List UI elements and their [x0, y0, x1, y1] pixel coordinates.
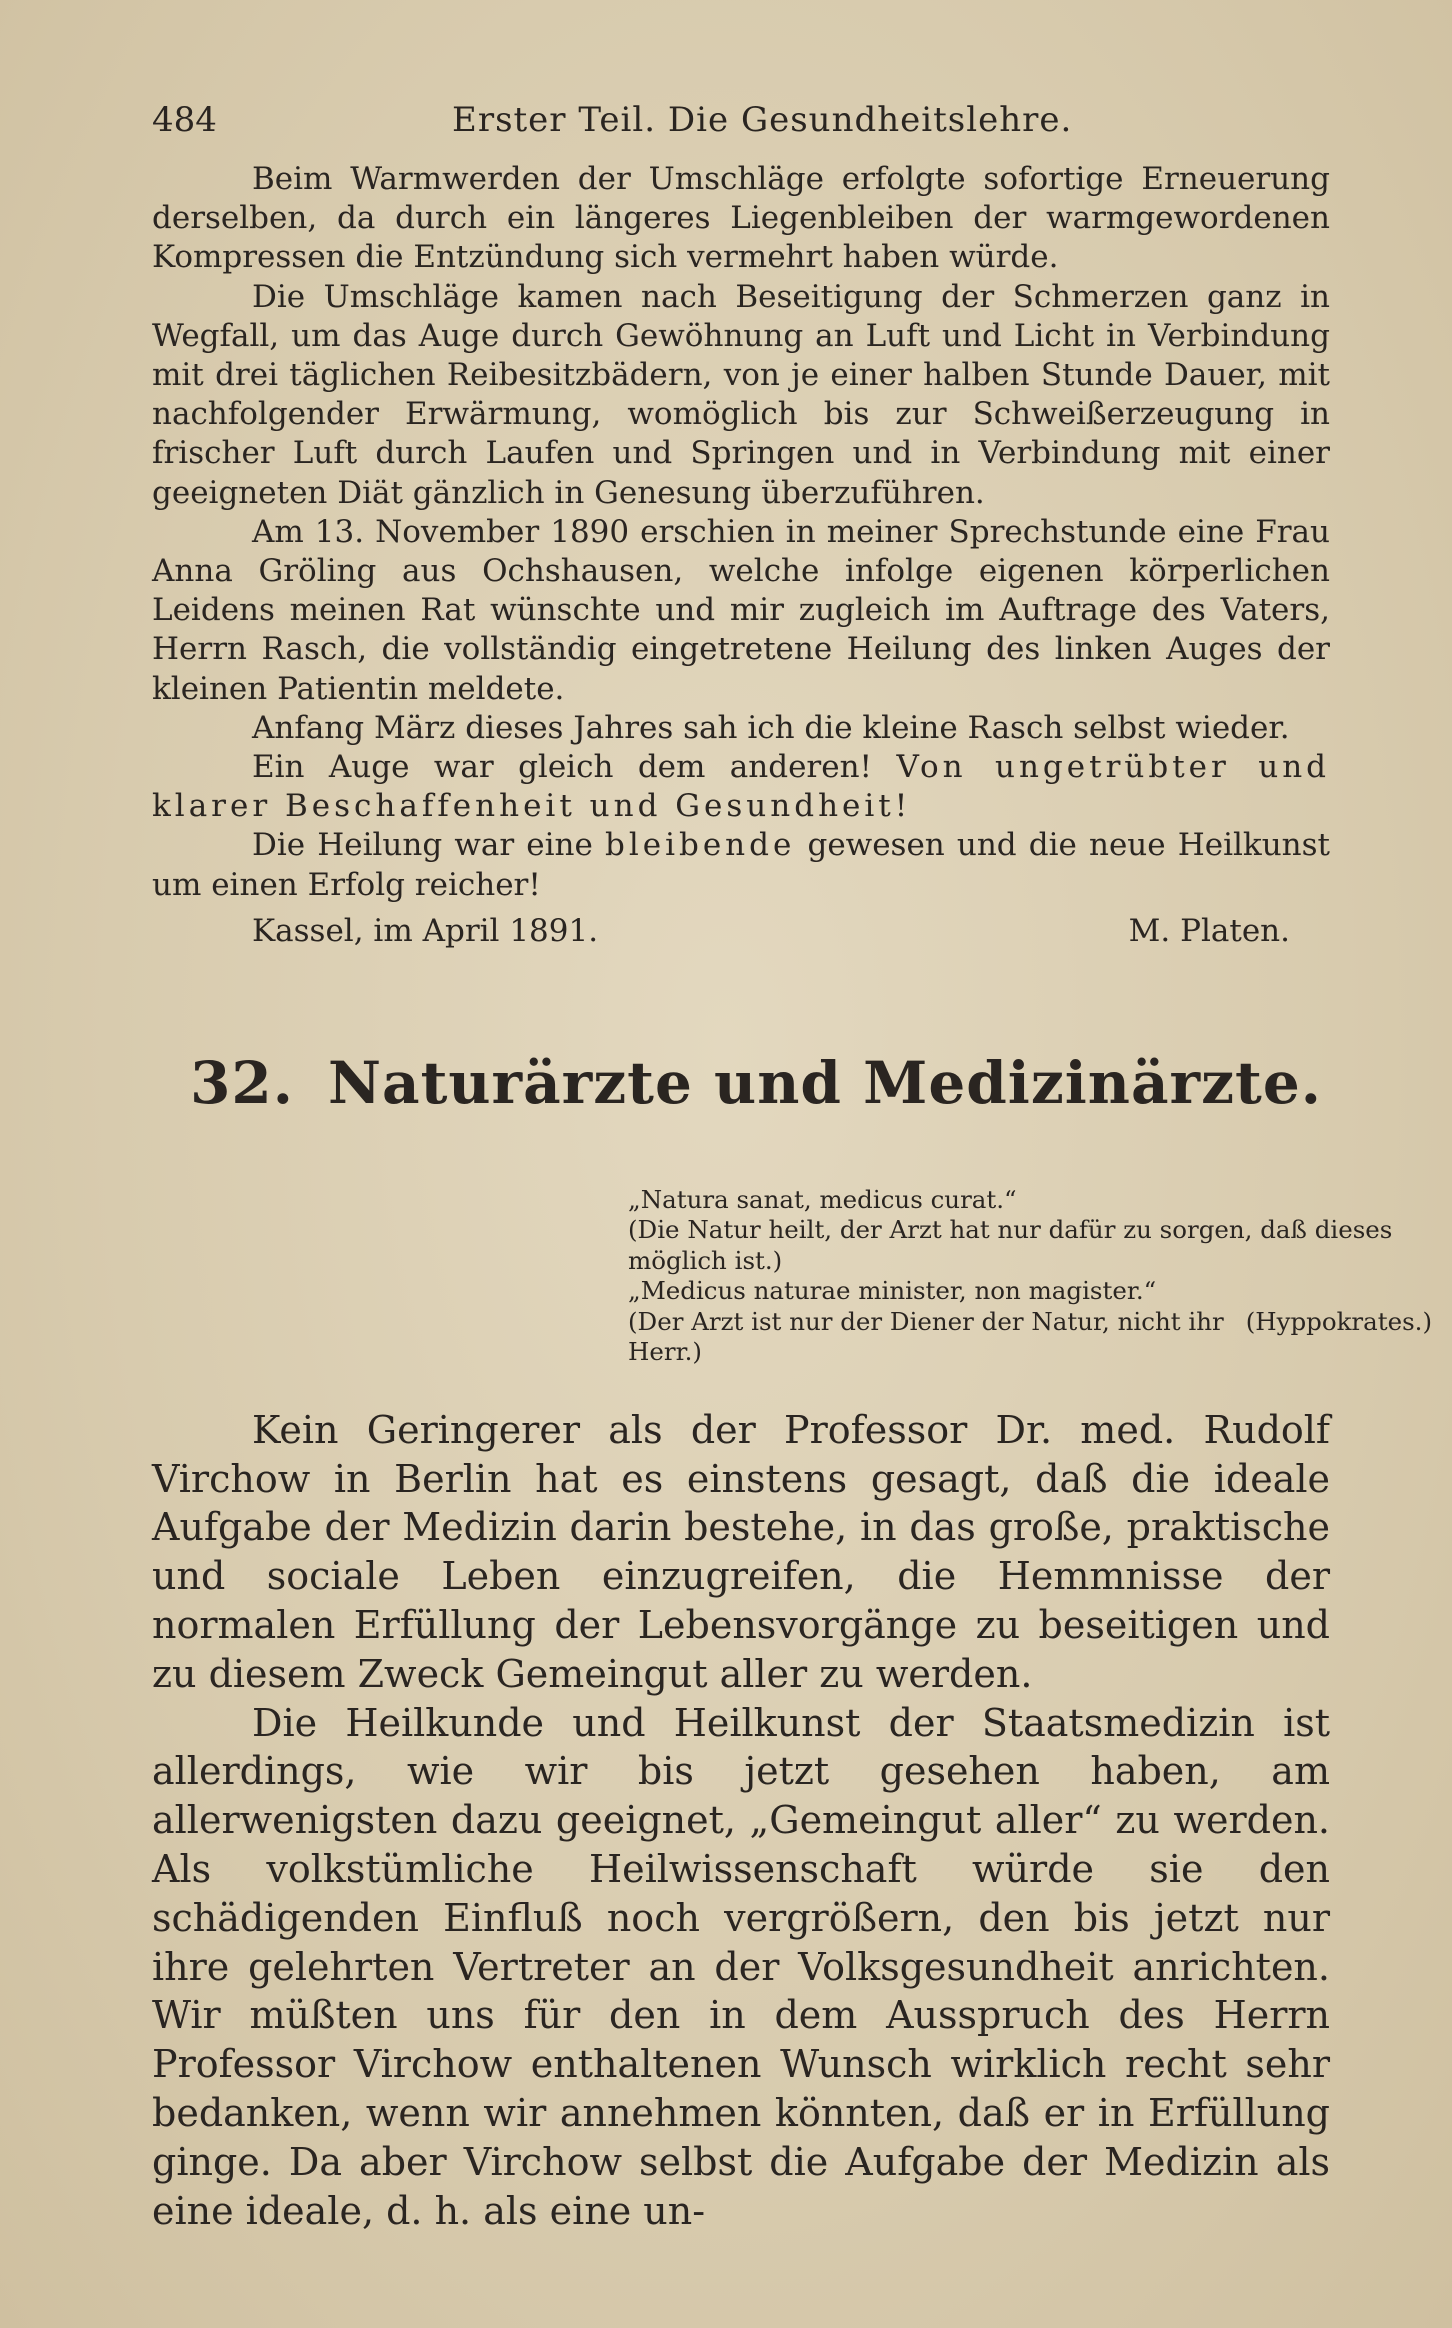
emphasis-spaced: bleibende	[604, 827, 796, 864]
paragraph: Anfang März dieses Jahres sah ich die kleine Rasch selbst wieder.	[252, 709, 1290, 746]
epigraph-quote: „Natura sanat, medicus curat.“	[628, 1184, 1017, 1214]
epigraph-translation: (Die Natur heilt, der Arzt hat nur dafür zu sorgen, daß dieses möglich ist.)	[628, 1215, 1393, 1275]
paragraph-emphasis	[152, 748, 1330, 826]
text-run: gewesen und die neue Heilkunst um einen Erfolg reicher!	[152, 827, 1331, 903]
page-number: 484	[152, 100, 217, 140]
paragraph: Kein Geringerer als der Professor Dr. med. Rudolf Virchow in Berlin hat es einstens gesagt, daß die ideale Aufgabe der Medizin darin bestehe, in das große, praktische und sociale Leben einzugreifen, die Hemmnisse der normalen Erfüllung der Lebensvorgänge zu beseitigen und zu diesem Zweck Gemeingut aller zu werden.	[152, 1407, 1330, 1696]
place-date: Kassel, im April 1891.	[252, 912, 599, 949]
chapter-body	[152, 1406, 1330, 2236]
emphasis-spaced: Von ungetrübter und klarer Beschaffenheit und Gesundheit!	[152, 749, 1331, 825]
paragraph: Die Umschläge kamen nach Beseitigung der Schmerzen ganz in Wegfall, um das Auge durch Gewöhnung an Luft und Licht in Verbindung mit drei täglichen Reibesitzbädern, von je einer halben Stunde Dauer, mit nachfolgender Erwärmung, womöglich bis zur Schweißerzeugung in frischer Luft durch Laufen und Springen und in Verbindung mit einer geeigneten Diät gänzlich in Genesung überzuführen.	[152, 278, 1330, 511]
chapter-title: Naturärzte und Medizinärzte.	[327, 1048, 1322, 1117]
signature-line	[152, 911, 1330, 951]
case-report-section	[152, 160, 1330, 951]
paragraph: Beim Warmwerden der Umschläge erfolgte sofortige Erneuerung derselben, da durch ein längeres Liegenbleiben der warmgewordenen Kompressen die Entzündung sich vermehrt haben würde.	[152, 161, 1330, 276]
page-header	[152, 100, 1330, 160]
epigraph-translation-text: (Der Arzt ist nur der Diener der Natur, nicht ihr Herr.)	[628, 1306, 1224, 1367]
epigraph-quote: „Medicus naturae minister, non magister.“	[628, 1276, 1157, 1306]
text-run: Die Heilung war eine	[252, 827, 593, 864]
emphasis-normal: Ein Auge war gleich dem anderen!	[252, 749, 873, 786]
epigraph-author: (Hyppokrates.)	[1245, 1306, 1432, 1336]
chapter-heading	[152, 1049, 1330, 1149]
chapter-number: 32.	[190, 1048, 294, 1117]
paragraph	[152, 826, 1330, 904]
signature: M. Platen.	[1128, 912, 1290, 949]
paragraph: Am 13. November 1890 erschien in meiner Sprechstunde eine Frau Anna Gröling aus Ochshausen, welche infolge eigenen körperlichen Leidens meinen Rat wünschte und mir zugleich im Auftrage des Vaters, Herrn Rasch, die vollständig eingetretene Heilung des linken Auges der kleinen Patientin meldete.	[152, 513, 1330, 707]
paragraph: Die Heilkunde und Heilkunst der Staatsmedizin ist allerdings, wie wir bis jetzt gesehen haben, am allerwenigsten dazu geeignet, „Gemeingut aller“ zu werden. Als volkstümliche Heilwissenschaft würde sie den schädigenden Einfluß noch vergrößern, den bis jetzt nur ihre gelehrten Vertreter an der Volksgesundheit anrichten. Wir müßten uns für den in dem Ausspruch des Herrn Professor Virchow enthaltenen Wunsch wirklich recht sehr bedanken, wenn wir annehmen könnten, daß er in Erfüllung ginge. Da aber Virchow selbst die Aufgabe der Medizin als eine ideale, d. h. als eine un-	[152, 1700, 1330, 2233]
running-head: Erster Teil. Die Gesundheitslehre.	[452, 100, 1073, 140]
epigraph	[614, 1185, 1432, 1368]
epigraph-translation	[614, 1307, 1432, 1368]
